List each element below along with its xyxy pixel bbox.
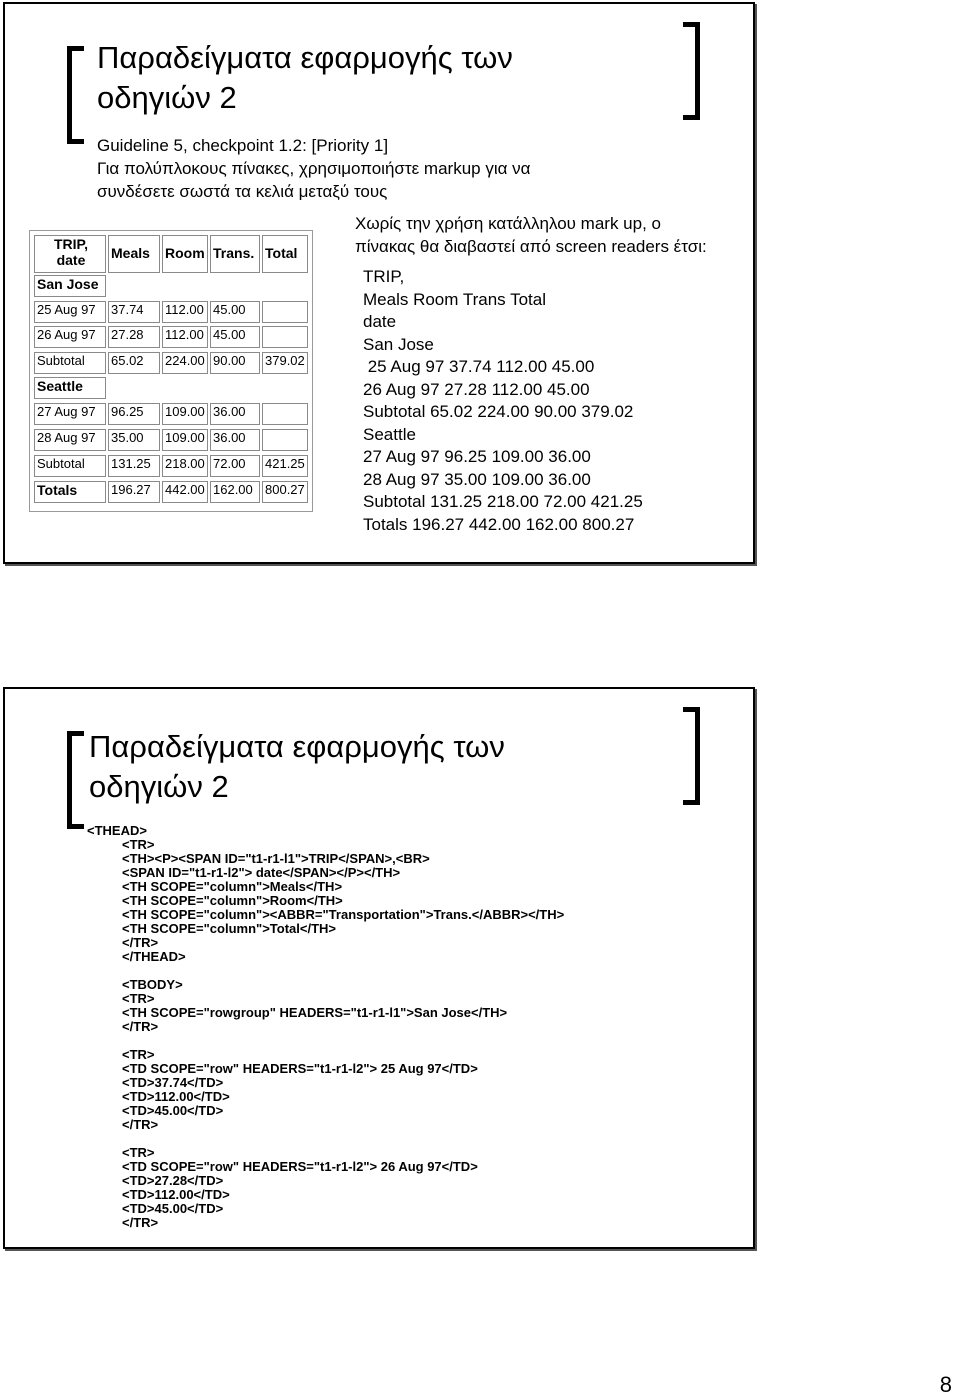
table-cell: 35.00: [108, 429, 160, 451]
title-line-2: οδηγιών 2: [89, 769, 229, 804]
table-cell: 36.00: [210, 429, 260, 451]
guideline-line: Guideline 5, checkpoint 1.2: [Priority 1]: [97, 136, 389, 155]
note-line-1: Χωρίς την χρήση κατάλληλου mark up, ο: [355, 214, 661, 233]
table-cell: [262, 403, 308, 425]
title-line-1: Παραδείγματα εφαρμογής των: [89, 729, 505, 764]
header-cell: Trans.: [210, 235, 260, 273]
code-line: <TH SCOPE="column"><ABBR="Transportation">Trans.</ABBR></TH>: [122, 907, 565, 922]
code-line: <TD>112.00</TD>: [122, 1187, 230, 1202]
code-line: <TH SCOPE="column">Total</TH>: [122, 921, 336, 936]
code-line: <TD>27.28</TD>: [122, 1173, 224, 1188]
example-table: [29, 230, 313, 512]
code-line: </TR>: [122, 1019, 159, 1034]
group-header-cell: Seattle: [34, 377, 106, 399]
reader-line: date: [363, 312, 397, 331]
group-header-cell: San Jose: [34, 275, 106, 297]
header-cell: Total: [262, 235, 308, 273]
table-cell: 162.00: [210, 481, 260, 503]
table-cell: 224.00: [162, 352, 208, 374]
reader-line: Seattle: [363, 424, 416, 444]
code-line: <THEAD>: [87, 823, 147, 838]
row-label-cell: Subtotal: [34, 455, 106, 477]
code-line: <TD>37.74</TD>: [122, 1075, 224, 1090]
code-line: [122, 964, 564, 978]
reader-line: Subtotal 65.02 224.00 90.00 379.02: [363, 402, 634, 421]
code-line: <TH SCOPE="column">Room</TH>: [122, 893, 343, 908]
code-line: </TR>: [122, 1215, 159, 1230]
table-cell: 36.00: [210, 403, 260, 425]
code-line: <TR>: [122, 1145, 155, 1160]
table-cell: [262, 301, 308, 323]
code-line: <TH SCOPE="rowgroup" HEADERS="t1-r1-l1">San Jose</TH>: [122, 1005, 508, 1020]
row-label-cell: 25 Aug 97: [34, 301, 106, 323]
right-bracket: [683, 707, 700, 805]
header-trip: TRIP,: [54, 236, 88, 252]
table-cell: [262, 326, 308, 348]
table-cell: 131.25: [108, 455, 160, 477]
reader-line: 27 Aug 97 96.25 109.00 36.00: [363, 447, 591, 466]
header-cell: Meals: [108, 235, 160, 273]
code-line: <TR>: [122, 991, 155, 1006]
code-line: <TH><P><SPAN ID="t1-r1-l1">TRIP</SPAN>,<BR>: [122, 851, 430, 866]
table-cell: 112.00: [162, 326, 208, 348]
reader-line: 28 Aug 97 35.00 109.00 36.00: [363, 469, 591, 489]
table-cell: 442.00: [162, 481, 208, 503]
reader-line: Meals Room Trans Total: [363, 289, 546, 309]
page-number: 8: [939, 1372, 952, 1397]
table-cell: 90.00: [210, 352, 260, 374]
slide-title: [97, 38, 513, 118]
code-first-line: [87, 824, 147, 838]
code-line: <TD SCOPE="row" HEADERS="t1-r1-l2"> 25 Aug 97</TD>: [122, 1061, 478, 1076]
table-cell: 109.00: [162, 403, 208, 425]
left-bracket: [67, 46, 84, 144]
reader-line: Totals 196.27 442.00 162.00 800.27: [363, 514, 635, 534]
table-cell: 72.00: [210, 455, 260, 477]
code-line: <TBODY>: [122, 977, 183, 992]
right-bracket: [683, 22, 700, 120]
table-cell: 45.00: [210, 326, 260, 348]
slide-2: [3, 687, 755, 1249]
table-cell: 96.25: [108, 403, 160, 425]
reader-line: TRIP,: [363, 267, 405, 286]
table-cell: [262, 429, 308, 451]
code-line: <TH SCOPE="column">Meals</TH>: [122, 879, 343, 894]
table-cell: 218.00: [162, 455, 208, 477]
code-block: [122, 838, 564, 1230]
code-line: </TR>: [122, 1117, 159, 1132]
note-line-2: πίνακας θα διαβαστεί από screen readers έτσι:: [355, 237, 707, 256]
title-line-1: Παραδείγματα εφαρμογής των: [97, 40, 513, 75]
reader-line: San Jose: [363, 334, 434, 354]
reader-line: 26 Aug 97 27.28 112.00 45.00: [363, 379, 590, 399]
code-line: [122, 1034, 564, 1048]
guideline-text: [97, 134, 530, 203]
left-bracket: [67, 731, 84, 829]
code-line: <TD SCOPE="row" HEADERS="t1-r1-l2"> 26 Aug 97</TD>: [122, 1159, 478, 1174]
code-line: <TD>45.00</TD>: [122, 1201, 224, 1216]
table-cell: 27.28: [108, 326, 160, 348]
header-cell: Room: [162, 235, 208, 273]
table-cell: 65.02: [108, 352, 160, 374]
table-cell: 800.27: [262, 481, 308, 503]
row-label-cell: 28 Aug 97: [34, 429, 106, 451]
instruction-line-2: συνδέσετε σωστά τα κελιά μεταξύ τους: [97, 182, 388, 201]
table-cell: 112.00: [162, 301, 208, 323]
table-cell: 196.27: [108, 481, 160, 503]
screen-reader-note: [355, 212, 707, 258]
row-label-cell: Totals: [34, 481, 106, 503]
header-cell-trip: [34, 235, 106, 273]
table-cell: 45.00: [210, 301, 260, 323]
table-cell: 421.25: [262, 455, 308, 477]
table-cell: 37.74: [108, 301, 160, 323]
code-line: </TR>: [122, 935, 159, 950]
screen-reader-output: [363, 266, 643, 536]
instruction-line-1: Για πολύπλοκους πίνακες, χρησιμοποιήστε markup για να: [97, 159, 531, 178]
slide-title: [89, 727, 505, 807]
code-line: </THEAD>: [122, 949, 186, 964]
code-line: [122, 1132, 564, 1146]
header-date: date: [56, 252, 86, 268]
code-line: <TD>112.00</TD>: [122, 1089, 230, 1104]
code-line: <TD>45.00</TD>: [122, 1103, 224, 1118]
reader-line: Subtotal 131.25 218.00 72.00 421.25: [363, 492, 643, 511]
slide-1: [3, 2, 755, 564]
row-label-cell: 26 Aug 97: [34, 326, 106, 348]
reader-line: 25 Aug 97 37.74 112.00 45.00: [363, 357, 595, 376]
row-label-cell: Subtotal: [34, 352, 106, 374]
code-line: <TR>: [122, 837, 155, 852]
row-label-cell: 27 Aug 97: [34, 403, 106, 425]
table-cell: 379.02: [262, 352, 308, 374]
title-line-2: οδηγιών 2: [97, 80, 237, 115]
code-line: <SPAN ID="t1-r1-l2"> date</SPAN></P></TH>: [122, 865, 401, 880]
code-line: <TR>: [122, 1047, 155, 1062]
table-cell: 109.00: [162, 429, 208, 451]
